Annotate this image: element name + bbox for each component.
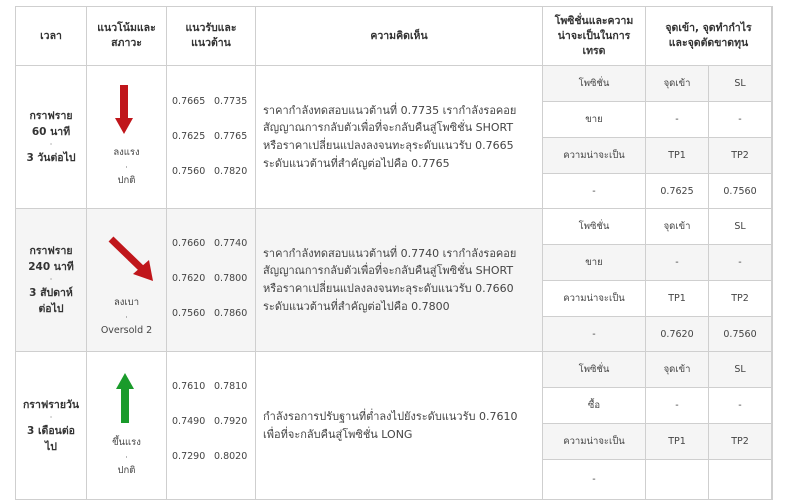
horizon-label: 3 วันต่อไป [26,152,76,164]
separator-dot: · [125,453,128,462]
tp2-value [709,460,772,500]
resistance-level: 0.7820 [214,166,248,177]
tp1-value: 0.7625 [646,174,709,209]
support-level: 0.7625 [172,131,206,142]
sl-value: - [709,245,772,281]
timeframe-cell [16,209,87,352]
down-right-arrow-icon [107,235,157,283]
support-level: 0.7665 [172,96,206,107]
condition-label: Oversold 2 [100,325,153,336]
support-level: 0.7490 [172,416,206,427]
tp1-label: TP1 [646,281,709,317]
trend-cell [87,352,167,500]
resistance-level: 0.8020 [214,451,248,462]
support-level: 0.7560 [172,166,206,177]
timeframe-label: กราฟราย [29,245,73,257]
support-level: 0.7620 [172,273,206,284]
resistance-level: 0.7740 [214,238,248,249]
timeframe-label: กราฟราย [29,110,73,122]
position-label: โพซิชั่น [543,209,646,245]
condition-label: ปกติ [117,175,136,186]
tp2-value: 0.7560 [709,317,772,352]
horizon-label: 3 สัปดาห์ [29,287,73,299]
tp2-value: 0.7560 [709,174,772,209]
tp2-label: TP2 [709,281,772,317]
position-value: ซื้อ [543,388,646,424]
entry-label: จุดเข้า [646,66,709,102]
trend-label: ลงเบา [113,297,140,308]
resistance-level: 0.7920 [214,416,248,427]
entry-value: - [646,245,709,281]
entry-value: - [646,102,709,138]
sl-value: - [709,102,772,138]
support-level: 0.7290 [172,451,206,462]
separator-dot: · [125,313,128,322]
down-arrow-icon [115,85,133,135]
probability-value: - [543,317,646,352]
tp2-label: TP2 [709,424,772,460]
levels-cell [167,66,256,209]
resistance-level: 0.7810 [214,381,248,392]
trend-label: ขึ้นแรง [112,437,141,448]
header-comment: ความคิดเห็น [256,7,543,66]
tp1-label: TP1 [646,424,709,460]
horizon-label: ต่อไป [38,303,64,315]
separator-dot: · [125,163,128,172]
entry-value: - [646,388,709,424]
levels-cell [167,209,256,352]
condition-label: ปกติ [117,465,136,476]
probability-label: ความน่าจะเป็น [543,281,646,317]
position-value: ขาย [543,245,646,281]
support-level: 0.7660 [172,238,206,249]
trend-cell [87,66,167,209]
analysis-table [15,6,773,500]
sl-label: SL [709,209,772,245]
separator-dot: · [49,275,53,284]
sl-value: - [709,388,772,424]
support-level: 0.7560 [172,308,206,319]
comment-cell: ราคากำลังทดสอบแนวต้านที่ 0.7735 เรากำลังรอคอยสัญญาณการกลับตัวเพื่อที่จะกลับคืนสู่โพซิชั่น SHORT หรือราคาเปลี่ยนแปลงลงจนทะลุระดับแนวรับ 0.7665 ระดับแนวต้านที่สำคัญต่อไปคือ 0.7765 [256,66,543,209]
entry-label: จุดเข้า [646,352,709,388]
probability-value: - [543,460,646,500]
levels-cell [167,352,256,500]
resistance-level: 0.7860 [214,308,248,319]
comment-cell: กำลังรอการปรับฐานที่ต่ำลงไปยังระดับแนวรับ 0.7610 เพื่อที่จะกลับคืนสู่โพซิชั่น LONG [256,352,543,500]
header-position: โพซิชั่นและความน่าจะเป็นในการเทรด [543,7,646,66]
separator-dot: · [49,412,53,422]
probability-label: ความน่าจะเป็น [543,138,646,174]
resistance-level: 0.7765 [214,131,248,142]
timeframe-label: 60 นาที [31,126,71,138]
position-value: ขาย [543,102,646,138]
horizon-label: ไป [45,440,57,453]
comment-cell: ราคากำลังทดสอบแนวต้านที่ 0.7740 เรากำลังรอคอยสัญญาณการกลับตัวเพื่อที่จะกลับคืนสู่โพซิชั่น SHORT หรือราคาเปลี่ยนแปลงลงจนทะลุระดับแนวรับ 0.7660 ระดับแนวต้านที่สำคัญต่อไปคือ 0.7800 [256,209,543,352]
tp2-label: TP2 [709,138,772,174]
trend-label: ลงแรง [113,147,140,158]
up-arrow-icon [116,373,134,423]
trend-cell [87,209,167,352]
probability-value: - [543,174,646,209]
header-trend: แนวโน้มและสภาวะ [87,7,167,66]
resistance-level: 0.7800 [214,273,248,284]
tp1-label: TP1 [646,138,709,174]
position-label: โพซิชั่น [543,66,646,102]
tp1-value [646,460,709,500]
header-support-resistance: แนวรับและแนวต้าน [167,7,256,66]
timeframe-cell [16,66,87,209]
tp1-value: 0.7620 [646,317,709,352]
position-label: โพซิชั่น [543,352,646,388]
timeframe-label: กราฟรายวัน [22,398,80,411]
sl-label: SL [709,352,772,388]
resistance-level: 0.7735 [214,96,248,107]
timeframe-cell [16,352,87,500]
header-time: เวลา [16,7,87,66]
horizon-label: 3 เดือนต่อ [27,424,75,437]
timeframe-label: 240 นาที [28,261,74,273]
header-entry-tp-sl: จุดเข้า, จุดทำกำไรและจุดตัดขาดทุน [646,7,772,66]
probability-label: ความน่าจะเป็น [543,424,646,460]
separator-dot: · [49,140,53,149]
support-level: 0.7610 [172,381,206,392]
entry-label: จุดเข้า [646,209,709,245]
sl-label: SL [709,66,772,102]
